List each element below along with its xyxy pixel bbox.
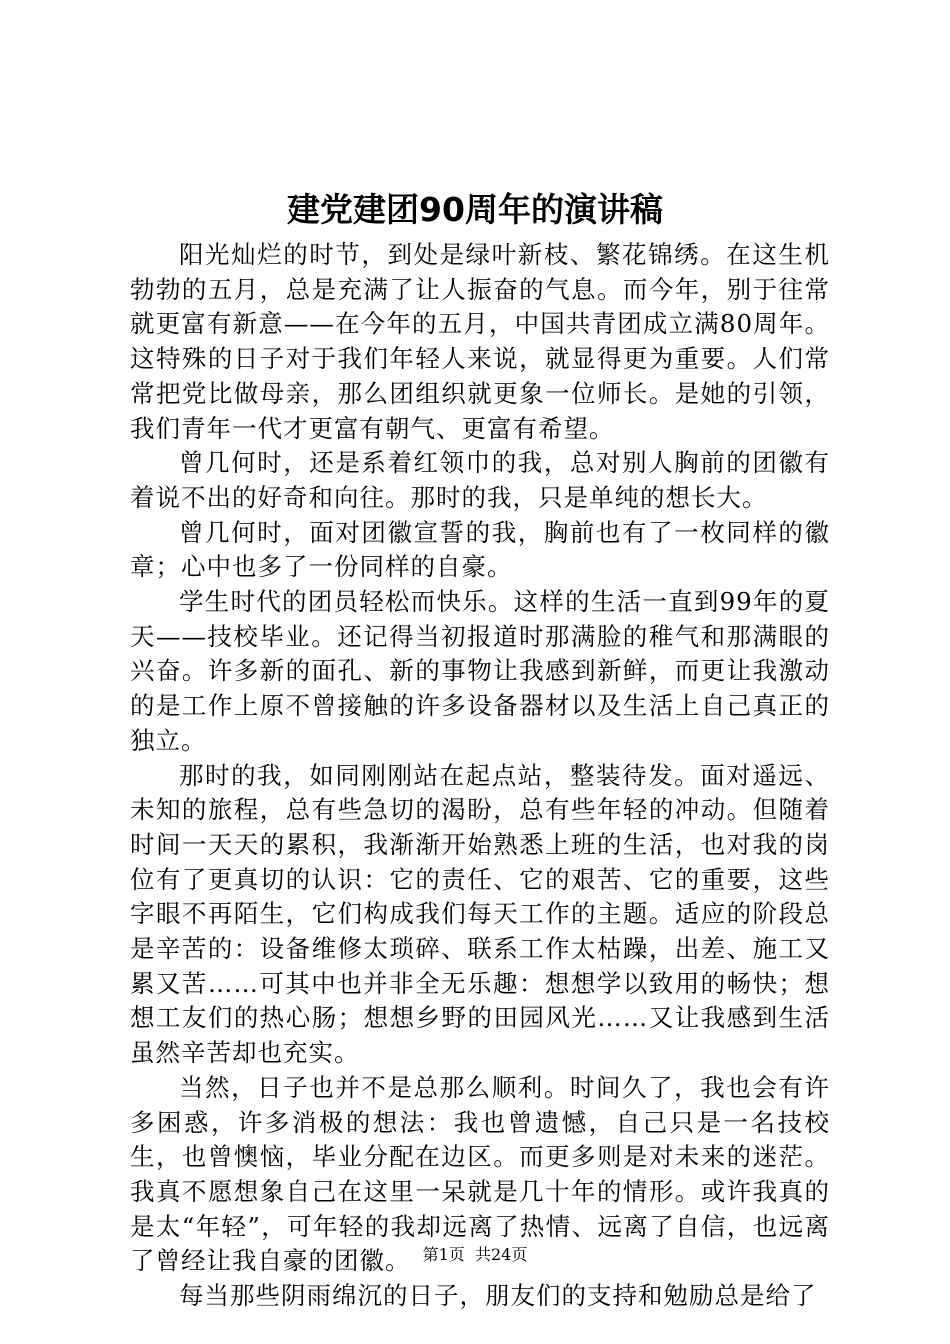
document-title: 建党建团90周年的演讲稿 [287,190,663,229]
paragraph: 每当那些阴雨绵沉的日子，朋友们的支持和勉励总是给了 [179,1281,817,1311]
footer-spacer [465,1245,475,1264]
page-number: 第1页 [422,1245,465,1264]
paragraph: 当然，日子也并不是总那么顺利。时间久了，我也会有许多困惑，许多消极的想法：我也曾遗憾，自己只是一名技校生，也曾懊恼，毕业分配在边区。而更多则是对未来的迷茫。我真不愿想象自己在这里一呆就是几十年的情形。或许我真的是太“年轻”，可年轻的我却远离了热情、远离了自信，也远离了曾经让我自豪的团徽。 [130,1072,830,1276]
paragraph: 曾几何时，还是系着红领巾的我，总对别人胸前的团徽有着说不出的好奇和向往。那时的我，只是单纯的想长大。 [130,448,830,512]
page-footer [0,1244,950,1266]
paragraph: 阳光灿烂的时节，到处是绿叶新枝、繁花锦绣。在这生机勃勃的五月，总是充满了让人振奋的气息。而今年，别于往常就更富有新意——在今年的五月，中国共青团成立满80周年。这特殊的日子对于我们年轻人来说，就显得更为重要。人们常常把党比做母亲，那么团组织就更象一位师长。是她的引领，我们青年一代才更富有朝气、更富有希望。 [130,240,830,443]
paragraph: 曾几何时，面对团徽宣誓的我，胸前也有了一枚同样的徽章；心中也多了一份同样的自豪。 [130,517,830,582]
paragraph: 那时的我，如同刚刚站在起点站，整装待发。面对遥远、未知的旅程，总有些急切的渴盼，总有些年轻的冲动。但随着时间一天天的累积，我渐渐开始熟悉上班的生活，也对我的岗位有了更真切的认识：它的责任、它的艰苦、它的重要，这些字眼不再陌生，它们构成我们每天工作的主题。适应的阶段总是辛苦的：设备维修太琐碎、联系工作太枯躁，出差、施工又累又苦……可其中也并非全无乐趣：想想学以致用的畅快；想想工友们的热心肠；想想乡野的田园风光……又让我感到生活虽然辛苦却也充实。 [130,760,830,1068]
page-total: 共24页 [474,1245,528,1264]
document-body [130,238,830,1314]
paragraph: 学生时代的团员轻松而快乐。这样的生活一直到99年的夏天——技校毕业。还记得当初报道时那满脸的稚气和那满眼的兴奋。许多新的面孔、新的事物让我感到新鲜，而更让我激动的是工作上原不曾接触的许多设备器材以及生活上自己真正的独立。 [130,587,830,755]
